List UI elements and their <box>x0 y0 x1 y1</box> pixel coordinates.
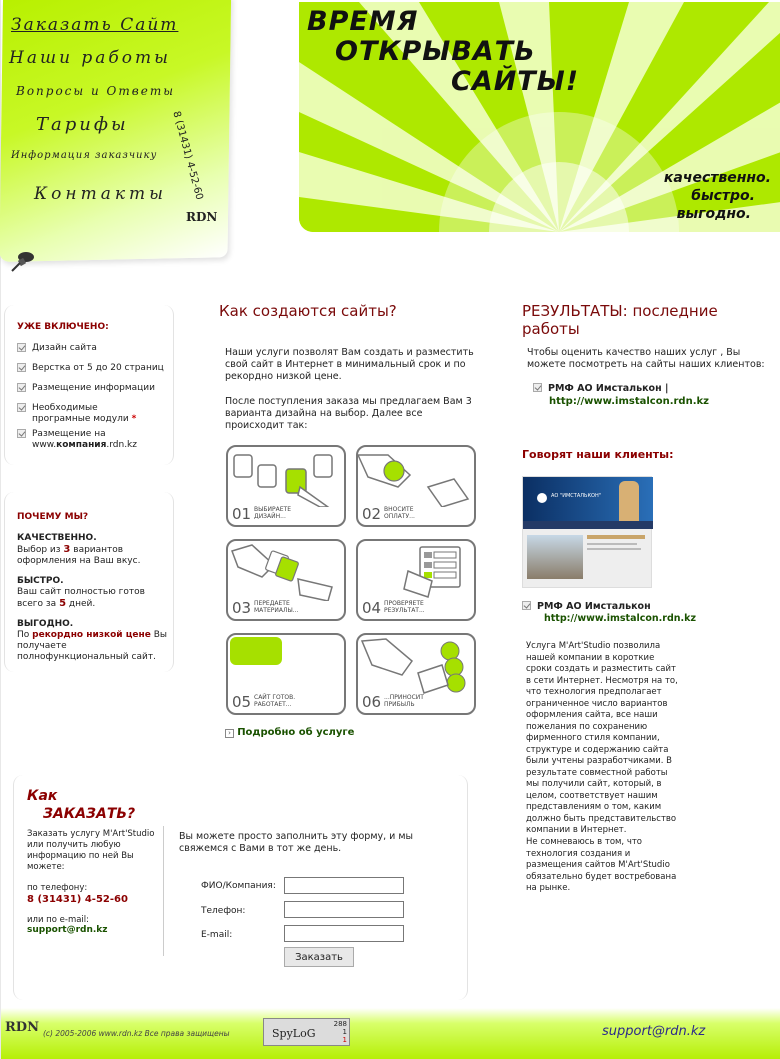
footer-logo: RDN <box>5 1020 39 1035</box>
why-fast: БЫСТРО. Ваш сайт полностью готов всего за 5 дней. <box>17 576 145 609</box>
included-title: УЖЕ ВКЛЮЧЕНО: <box>17 322 109 332</box>
phone-field[interactable] <box>284 901 404 918</box>
step-choose-icon <box>228 447 344 507</box>
included-item: Размещение информации <box>17 383 155 394</box>
checkbox-icon <box>17 429 26 438</box>
step-card: 04 ПРОВЕРЯЕТЕ РЕЗУЛЬТАТ... <box>356 539 476 621</box>
name-field[interactable] <box>284 877 404 894</box>
footer-copyright: (c) 2005-2006 www.rdn.kz Все права защищены <box>43 1029 230 1038</box>
hero-banner <box>299 2 780 232</box>
menu-customer-info[interactable]: Информация заказчику <box>11 150 158 161</box>
why-profitable: ВЫГОДНО. По рекордно низкой цене Вы получаете полнофункциональный сайт. <box>17 619 167 662</box>
checkbox-icon <box>17 343 26 352</box>
client-site-thumbnail[interactable]: АО "ИМСТАЛЬКОН" <box>522 476 652 588</box>
step-check-icon <box>358 541 474 601</box>
review-client-link[interactable]: http://www.imstalcon.rdn.kz <box>544 613 696 624</box>
checkbox-icon <box>17 363 26 372</box>
order-by-email: или по e-mail: <box>27 915 90 925</box>
submit-order-button[interactable]: Заказать <box>284 947 354 967</box>
results-title: РЕЗУЛЬТАТЫ: последние работы <box>522 302 718 338</box>
results-client: РМФ АО Имсталькон | <box>533 383 668 395</box>
why-quality: КАЧЕСТВЕННО. Выбор из 3 вариантов оформления на Ваш вкус. <box>17 533 141 566</box>
order-phone: 8 (31431) 4-52-60 <box>27 894 128 905</box>
menu-faq[interactable]: Вопросы и Ответы <box>16 84 175 98</box>
banner-tag-quality: качественно. <box>663 170 771 186</box>
banner-tag-profitable: выгодно. <box>676 206 751 222</box>
form-name-label: ФИО/Компания: <box>201 881 276 891</box>
form-phone-label: Телефон: <box>201 906 246 916</box>
order-title-2: ЗАКАЗАТЬ? <box>43 806 136 822</box>
review-paragraph-2: Не сомневаюсь в том, что технология создания и размещения сайтов M'Art'Studio обязательно будет востребована на рынке. <box>526 837 677 893</box>
banner-title-line1: ВРЕМЯ <box>307 6 419 37</box>
checkbox-icon <box>17 383 26 392</box>
menu-contacts[interactable]: Контакты <box>34 184 167 204</box>
review-paragraph-1: Услуга M'Art'Studio позволила нашей компании в короткие сроки создать и разместить сайт в сети Интернет. Несмотря на то, что технология предполагает ограниченное число вариантов оформления сайта, все наши пожелания по сохранению фирменного стиля компании, структуре и содержанию сайта были учтены разработчиками. В результате совместной работы мы получили сайт, который, в целом, соответствует нашим представлениям о том, каким должно быть представительство компании в Интернет. <box>526 641 678 835</box>
banner-tag-fast: быстро. <box>691 188 755 204</box>
how-paragraph-1: Наши услуги позволят Вам создать и разместить свой сайт в Интернет в минимальный срок и по рекордно низкой цене. <box>225 347 474 382</box>
results-client-link[interactable]: http://www.imstalcon.rdn.kz <box>549 396 709 407</box>
step-card: 03 ПЕРЕДАЕТЕ МАТЕРИАЛЫ... <box>226 539 346 621</box>
more-link[interactable]: › Подробно об услуге <box>225 727 354 738</box>
order-title-1: Как <box>27 788 58 804</box>
footer-email-link[interactable]: support@rdn.kz <box>602 1024 706 1039</box>
included-item: Размещение на www.компания.rdn.kz <box>17 429 137 451</box>
included-item: Верстка от 5 до 20 страниц <box>17 363 164 374</box>
spylog-counter[interactable]: SpyLoG 288 1 1 <box>263 1018 350 1046</box>
banner-title-line2: ОТКРЫВАТЬ <box>335 36 536 67</box>
how-title: Как создаются сайты? <box>219 302 397 320</box>
order-by-phone: по телефону: <box>27 883 88 893</box>
menu-order-site[interactable]: Заказать Сайт <box>11 15 179 35</box>
step-ready-icon <box>228 635 344 695</box>
header-phone: 8 (31431) 4-52-60 <box>170 110 205 202</box>
email-field[interactable] <box>284 925 404 942</box>
step-card: 05 САЙТ ГОТОВ. РАБОТАЕТ... <box>226 633 346 715</box>
step-pay-icon <box>358 447 474 507</box>
step-card: 06 ...ПРИНОСИТ ПРИБЫЛЬ <box>356 633 476 715</box>
order-text: Заказать услугу M'Art'Studio или получить любую информацию по ней Вы можете: <box>27 829 155 872</box>
review-client: РМФ АО Имсталькон <box>522 601 651 612</box>
why-title: ПОЧЕМУ МЫ? <box>17 512 89 522</box>
order-email-link[interactable]: support@rdn.kz <box>27 925 108 935</box>
menu-our-works[interactable]: Наши работы <box>9 48 172 68</box>
menu-tariffs[interactable]: Тарифы <box>36 114 129 135</box>
results-intro: Чтобы оценить качество наших услуг , Вы можете посмотреть на сайты наших клиентов: <box>527 347 765 370</box>
reviews-title: Говорят наши клиенты: <box>522 448 674 461</box>
step-card: 01 ВЫБИРАЕТЕ ДИЗАЙН... <box>226 445 346 527</box>
pushpin-icon <box>11 250 35 272</box>
arrow-icon: › <box>225 729 234 738</box>
order-divider <box>163 826 164 956</box>
how-paragraph-2: После поступления заказа мы предлагаем Вам 3 варианта дизайна на выбор. Далее все происходит так: <box>225 396 472 431</box>
form-intro: Вы можете просто заполнить эту форму, и мы свяжемся с Вами в тот же день. <box>179 831 414 854</box>
checkbox-icon <box>17 403 26 412</box>
included-item: Дизайн сайта <box>17 343 97 354</box>
step-card: 02 ВНОСИТЕ ОПЛАТУ... <box>356 445 476 527</box>
step-profit-icon <box>358 635 474 695</box>
banner-title-line3: САЙТЫ! <box>451 66 580 97</box>
form-email-label: E-mail: <box>201 930 233 940</box>
step-materials-icon <box>228 541 344 601</box>
included-item: Необходимые програмные модули * <box>17 403 152 425</box>
header-logo: RDN <box>186 210 218 224</box>
checkbox-icon <box>533 383 542 392</box>
checkbox-icon <box>522 601 531 610</box>
